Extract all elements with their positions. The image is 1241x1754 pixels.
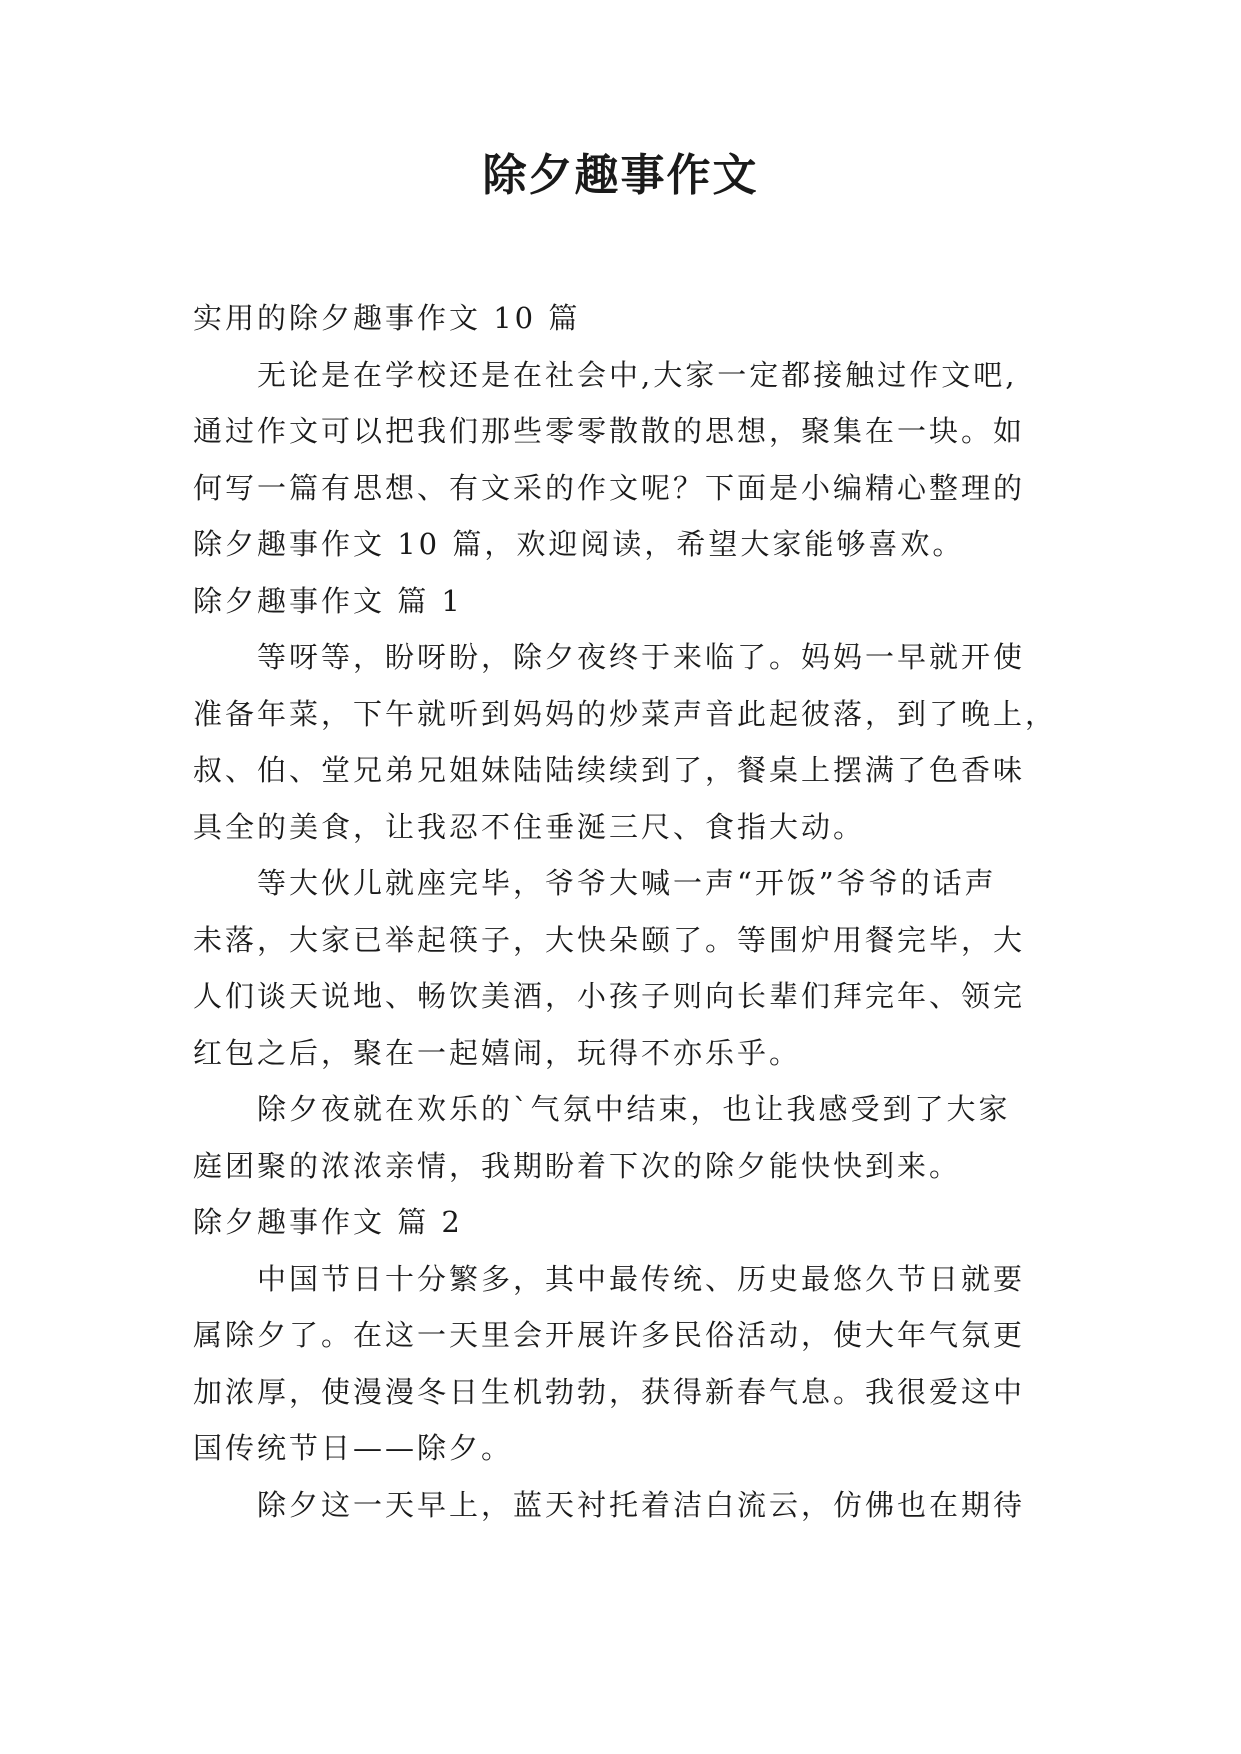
paragraph-line: 等呀等，盼呀盼，除夕夜终于来临了。妈妈一早就开使	[257, 640, 1026, 674]
paragraph-line: 准备年菜，下午就听到妈妈的炒菜声音此起彼落，到了晚上，	[193, 696, 1058, 731]
paragraph-line: 具全的美食，让我忍不住垂涎三尺、食指大动。	[193, 809, 866, 844]
paragraph-line: 属除夕了。在这一天里会开展许多民俗活动，使大年气氛更	[193, 1318, 1026, 1352]
paragraph-line: 何写一篇有思想、有文采的作文呢？下面是小编精心整理的	[193, 470, 1026, 505]
paragraph-line: 无论是在学校还是在社会中,大家一定都接触过作文吧,	[257, 357, 1018, 392]
paragraph-line: 国传统节日——除夕。	[193, 1431, 514, 1465]
paragraph-line: 未落，大家已举起筷子，大快朵颐了。等围炉用餐完毕，大	[193, 922, 1026, 957]
paragraph-line: 中国节日十分繁多，其中最传统、历史最悠久节日就要	[257, 1261, 1026, 1296]
paragraph-line: 叔、伯、堂兄弟兄姐妹陆陆续续到了，餐桌上摆满了色香味	[193, 753, 1026, 787]
paragraph-line: 通过作文可以把我们那些零零散散的思想，聚集在一块。如	[193, 414, 1026, 448]
paragraph-line: 红包之后，聚在一起嬉闹，玩得不亦乐乎。	[193, 1035, 802, 1070]
paragraph-line: 等大伙儿就座完毕，爷爷大喊一声“开饭”爷爷的话声	[257, 866, 997, 900]
subtitle-line: 实用的除夕趣事作文 10 篇	[193, 301, 581, 335]
section-heading: 除夕趣事作文 篇 2	[193, 1205, 463, 1239]
paragraph-line: 人们谈天说地、畅饮美酒，小孩子则向长辈们拜完年、领完	[193, 979, 1026, 1013]
paragraph-line: 加浓厚，使漫漫冬日生机勃勃，获得新春气息。我很爱这中	[193, 1374, 1026, 1409]
section-heading: 除夕趣事作文 篇 1	[193, 583, 463, 618]
document-title: 除夕趣事作文	[482, 150, 759, 201]
document-body	[193, 290, 1058, 1533]
paragraph-line: 除夕趣事作文 10 篇，欢迎阅读，希望大家能够喜欢。	[193, 527, 965, 561]
paragraph-line: 除夕夜就在欢乐的`气氛中结束，也让我感受到了大家	[257, 1092, 1011, 1126]
paragraph-line: 除夕这一天早上，蓝天衬托着洁白流云，仿佛也在期待	[257, 1487, 1026, 1522]
paragraph-line: 庭团聚的浓浓亲情，我期盼着下次的除夕能快快到来。	[193, 1148, 962, 1183]
